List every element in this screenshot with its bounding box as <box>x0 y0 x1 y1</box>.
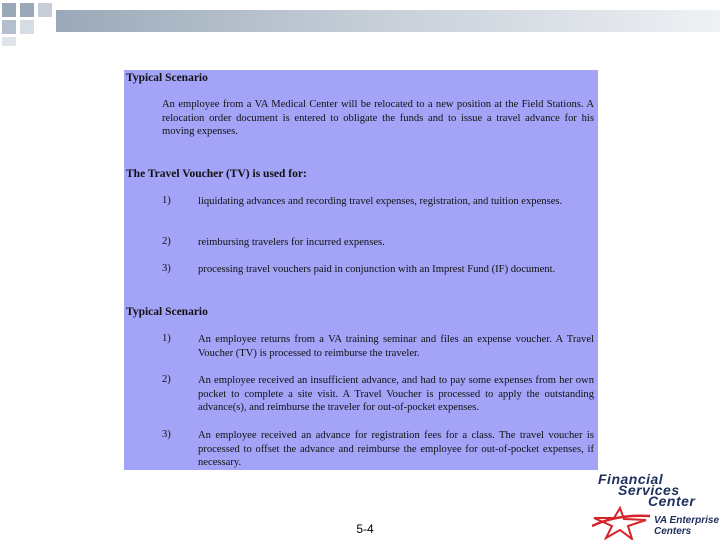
logo-line4: VA Enterprise <box>654 515 720 526</box>
section3-heading: Typical Scenario <box>126 306 208 318</box>
logo-line1: Financial <box>598 471 664 487</box>
list-item-number: 3) <box>162 429 171 440</box>
deco-square <box>20 20 34 34</box>
top-gradient-bar <box>56 10 720 32</box>
list-item-text: An employee received an insufficient advance, and had to pay some expenses from her own pocket to complete a site visit. A Travel Voucher is processed to apply the outstanding advance(s), and reimburse the traveler for out-of-pocket expenses. <box>198 375 594 413</box>
logo-line3: Center <box>648 493 696 509</box>
fsc-logo <box>588 470 720 540</box>
list-item-number: 3) <box>162 263 171 274</box>
list-item-text: An employee received an advance for registration fees for a class. The travel voucher is processed to offset the advance and reimburse the employee for out-of-pocket expenses, if necessary. <box>198 430 594 468</box>
list-item-number: 1) <box>162 195 171 206</box>
star-swoosh-icon <box>592 506 652 540</box>
list-item-number: 1) <box>162 333 171 344</box>
logo-line5: Centers <box>654 526 692 537</box>
section1-heading: Typical Scenario <box>126 72 208 84</box>
page-number: 5-4 <box>356 522 374 536</box>
list-item-number: 2) <box>162 236 171 247</box>
list-item-number: 2) <box>162 374 171 385</box>
deco-square <box>38 3 52 17</box>
list-item-text: processing travel vouchers paid in conjunction with an Imprest Fund (IF) document. <box>198 264 556 275</box>
section1-text: An employee from a VA Medical Center will be relocated to a new position at the Field Stations. A relocation order document is entered to obligate the funds and to issue a travel advance for his moving expenses. <box>162 99 594 137</box>
deco-square <box>2 37 16 46</box>
deco-square <box>2 3 16 17</box>
deco-square <box>20 3 34 17</box>
deco-square <box>2 20 16 34</box>
logo-line2: Services <box>618 482 680 498</box>
list-item-text: liquidating advances and recording travel expenses, registration, and tuition expenses. <box>198 196 563 207</box>
content-panel <box>124 70 598 470</box>
list-item-text: reimbursing travelers for incurred expenses. <box>198 237 385 248</box>
list-item-text: An employee returns from a VA training seminar and files an expense voucher. A Travel Voucher (TV) is processed to reimburse the traveler. <box>198 334 594 359</box>
section2-heading: The Travel Voucher (TV) is used for: <box>126 168 307 180</box>
